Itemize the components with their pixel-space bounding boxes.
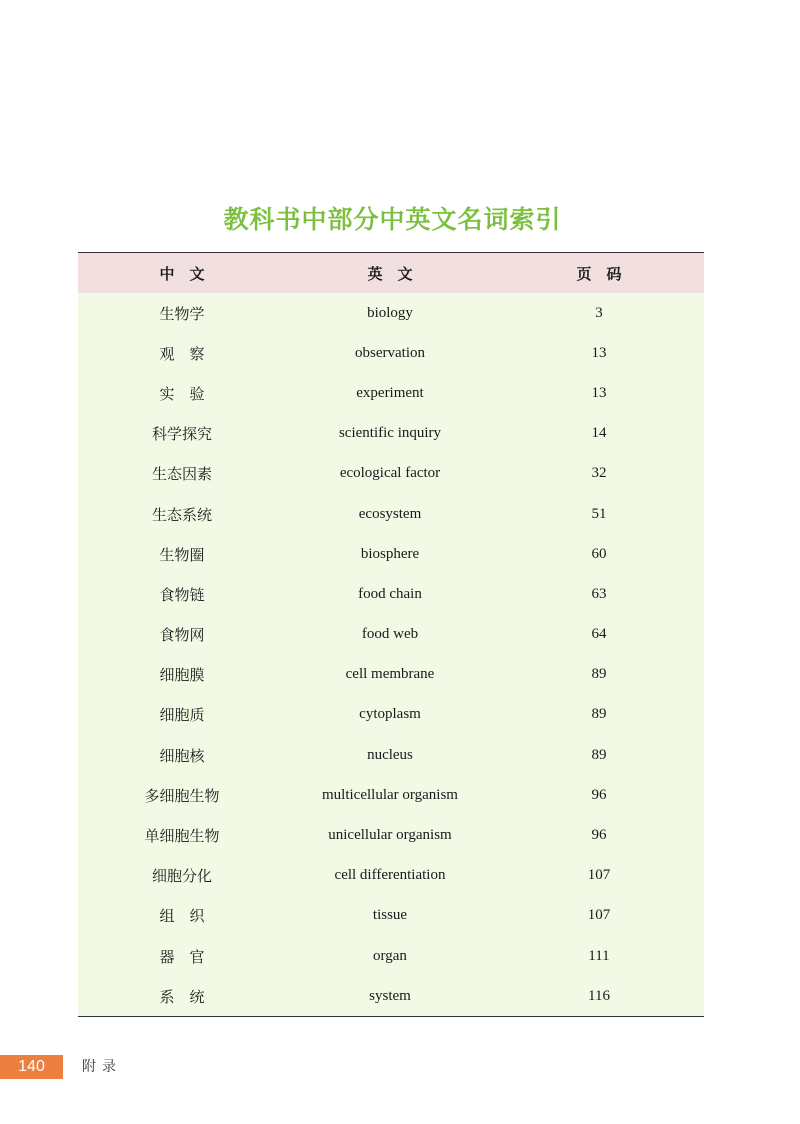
cell-english: multicellular organism [322,786,458,803]
cell-chinese: 系 统 [159,987,205,1006]
cell-chinese: 科学探究 [151,425,212,444]
cell-page: 111 [588,947,610,964]
cell-page: 116 [588,987,610,1004]
page-title: 教科书中部分中英文名词索引 [223,205,562,234]
cell-page: 96 [591,827,607,844]
header-page: 页 码 [576,264,622,283]
cell-english: ecological factor [339,465,441,482]
cell-english: system [369,987,411,1004]
cell-chinese: 生态因素 [151,465,212,484]
table-row [78,373,704,413]
table-row [78,655,704,695]
header-english: 英 文 [367,264,413,283]
table-row [78,454,704,494]
cell-chinese: 器 官 [159,947,205,966]
table-row [78,815,704,855]
cell-english: cell membrane [345,666,435,683]
cell-english: food web [361,626,419,643]
table-row [78,735,704,775]
cell-chinese: 单细胞生物 [144,827,220,846]
table-row [78,534,704,574]
cell-english: scientific inquiry [338,425,442,442]
cell-page: 63 [591,585,607,602]
cell-chinese: 生态系统 [151,505,212,524]
cell-chinese: 食物链 [159,585,205,604]
cell-english: organ [373,947,407,964]
cell-english: biology [367,304,413,321]
cell-page: 96 [591,786,607,803]
section-label: 附录 [82,1059,122,1075]
cell-chinese: 细胞膜 [159,666,205,685]
table-row [78,574,704,614]
cell-page: 3 [595,304,603,321]
cell-page: 107 [587,907,611,924]
table-row [78,293,704,333]
cell-english: ecosystem [358,505,422,522]
cell-page: 89 [591,746,607,763]
cell-chinese: 实 验 [159,384,205,403]
cell-page: 14 [591,425,607,442]
table-row [78,976,704,1016]
table-row [78,494,704,534]
cell-english: cell differentiation [334,867,446,884]
cell-page: 89 [591,666,607,683]
cell-english: cytoplasm [359,706,421,723]
cell-page: 13 [591,384,607,401]
table-row [78,775,704,815]
table-row [78,695,704,735]
cell-chinese: 细胞分化 [151,867,212,886]
cell-chinese: 细胞核 [159,746,205,765]
table-row [78,615,704,655]
cell-english: unicellular organism [328,827,452,844]
cell-chinese: 生物学 [159,304,205,323]
table-row [78,936,704,976]
table-header-row [78,253,704,293]
cell-english: experiment [356,384,424,401]
cell-page: 64 [591,626,607,643]
cell-page: 13 [591,344,607,361]
cell-english: tissue [372,907,408,924]
cell-page: 60 [591,545,607,562]
table-row [78,856,704,896]
cell-page: 107 [587,867,611,884]
table-body [78,293,704,1016]
index-table [78,252,704,1017]
cell-chinese: 观 察 [159,344,205,363]
header-chinese: 中 文 [159,264,205,283]
table-row [78,333,704,373]
cell-chinese: 细胞质 [159,706,205,725]
cell-chinese: 食物网 [159,626,205,645]
cell-page: 89 [591,706,607,723]
cell-chinese: 组 织 [159,907,205,926]
cell-english: observation [355,344,425,361]
cell-chinese: 多细胞生物 [144,786,220,805]
table-row [78,896,704,936]
cell-english: biosphere [360,545,420,562]
page-number-badge: 140 [0,1055,63,1079]
cell-page: 32 [591,465,607,482]
table-row [78,414,704,454]
cell-english: food chain [358,585,422,602]
cell-english: nucleus [367,746,413,763]
cell-page: 51 [591,505,607,522]
cell-chinese: 生物圈 [159,545,205,564]
